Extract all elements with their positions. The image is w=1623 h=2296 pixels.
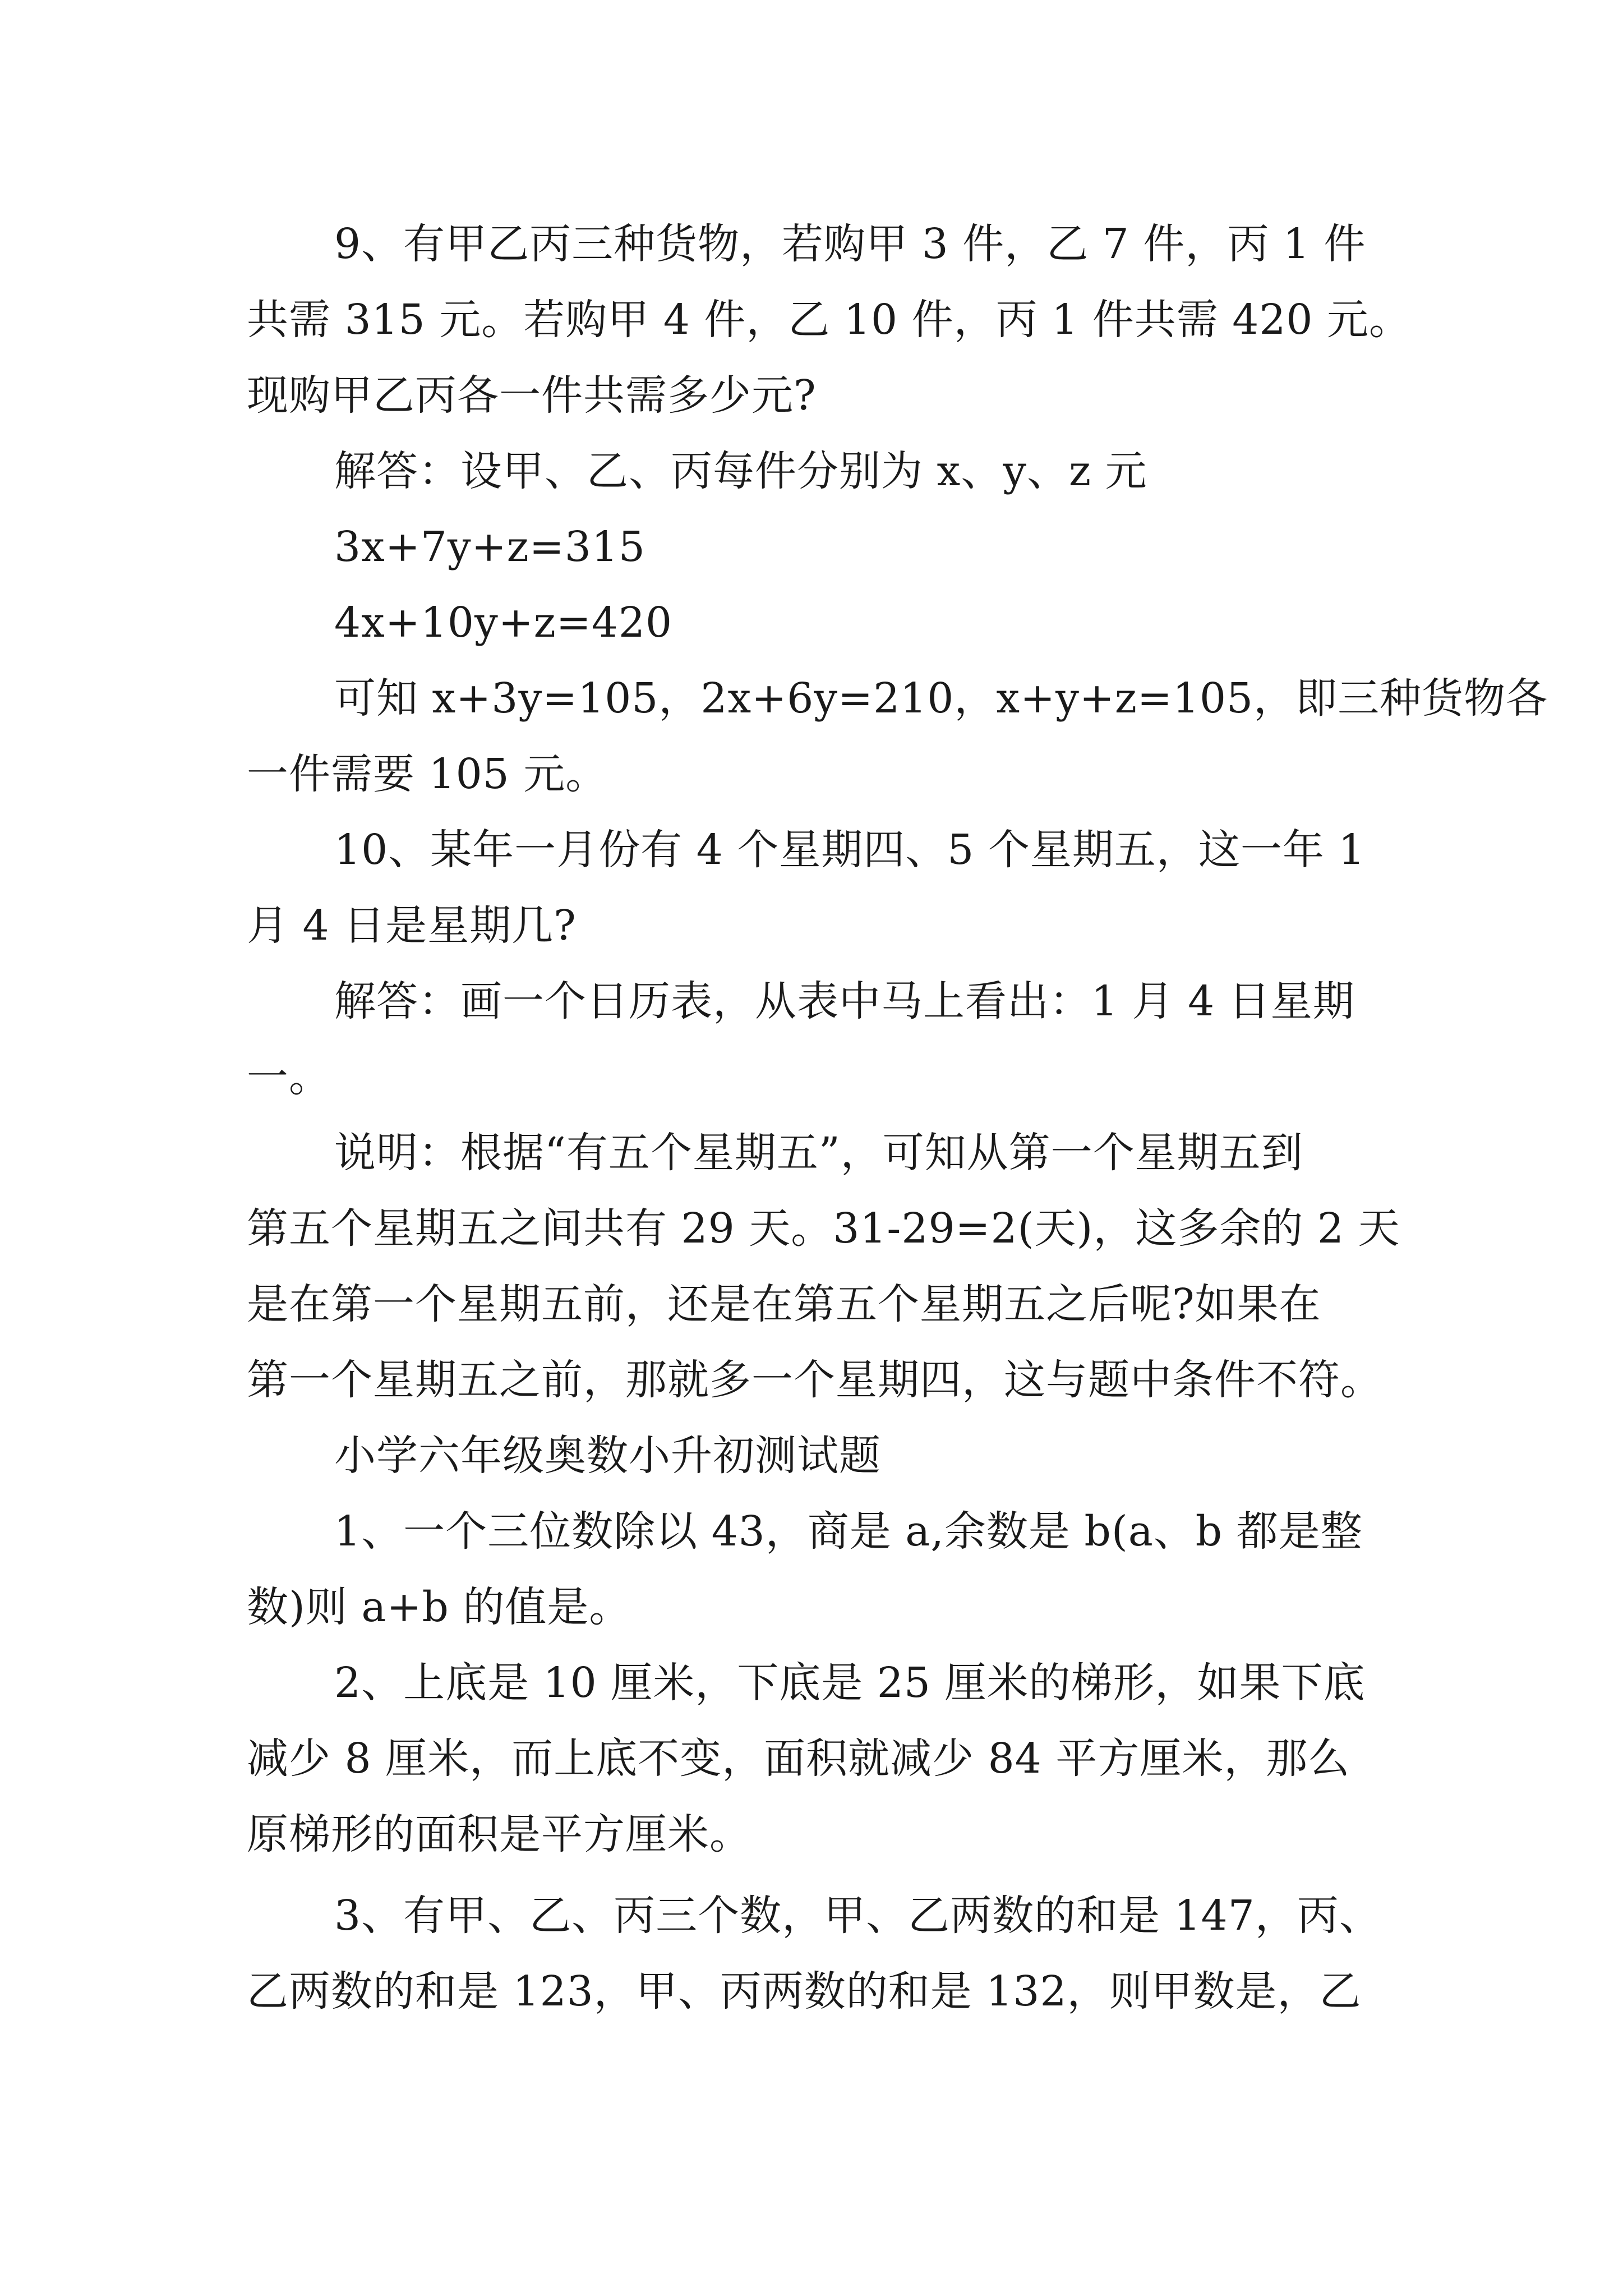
- equation-2: 4x+10y+z=420: [334, 599, 673, 647]
- problem-9-line-3: 现购甲乙丙各一件共需多少元?: [247, 371, 817, 420]
- question-3-line-2: 乙两数的和是 123，甲、丙两数的和是 132，则甲数是，乙: [247, 1967, 1362, 2016]
- answer-9-line-2: 可知 x+3y=105，2x+6y=210，x+y+z=105，即三种货物各: [334, 674, 1548, 723]
- question-2-line-1: 2、上底是 10 厘米，下底是 25 厘米的梯形，如果下底: [334, 1659, 1366, 1707]
- answer-10-line-1: 解答：画一个日历表，从表中马上看出：1 月 4 日星期: [334, 977, 1355, 1025]
- question-1-line-2: 数)则 a+b 的值是。: [247, 1583, 631, 1631]
- problem-10-line-1: 10、某年一月份有 4 个星期四、5 个星期五，这一年 1: [334, 826, 1366, 874]
- answer-9-line-1: 解答：设甲、乙、丙每件分别为 x、y、z 元: [334, 447, 1147, 495]
- answer-10-line-2: 一。: [247, 1053, 331, 1101]
- problem-9-line-2: 共需 315 元。若购甲 4 件，乙 10 件，丙 1 件共需 420 元。: [247, 296, 1412, 344]
- question-2-line-3: 原梯形的面积是平方厘米。: [247, 1810, 751, 1858]
- question-3-line-1: 3、有甲、乙、丙三个数，甲、乙两数的和是 147，丙、: [334, 1892, 1381, 1940]
- question-1-line-1: 1、一个三位数除以 43，商是 a,余数是 b(a、b 都是整: [334, 1507, 1363, 1556]
- problem-10-line-2: 月 4 日是星期几?: [247, 901, 577, 950]
- section-heading: 小学六年级奥数小升初测试题: [334, 1432, 881, 1480]
- explanation-line-4: 第一个星期五之前，那就多一个星期四，这与题中条件不符。: [247, 1356, 1382, 1404]
- equation-1: 3x+7y+z=315: [334, 523, 645, 571]
- explanation-line-3: 是在第一个星期五前，还是在第五个星期五之后呢?如果在: [247, 1280, 1321, 1328]
- explanation-line-2: 第五个星期五之间共有 29 天。31-29=2(天)，这多余的 2 天: [247, 1204, 1400, 1253]
- question-2-line-2: 减少 8 厘米，而上底不变，面积就减少 84 平方厘米，那么: [247, 1734, 1350, 1783]
- explanation-line-1: 说明：根据“有五个星期五”，可知从第一个星期五到: [334, 1129, 1303, 1177]
- answer-9-line-3: 一件需要 105 元。: [247, 750, 608, 798]
- problem-9-line-1: 9、有甲乙丙三种货物，若购甲 3 件，乙 7 件，丙 1 件: [334, 220, 1366, 268]
